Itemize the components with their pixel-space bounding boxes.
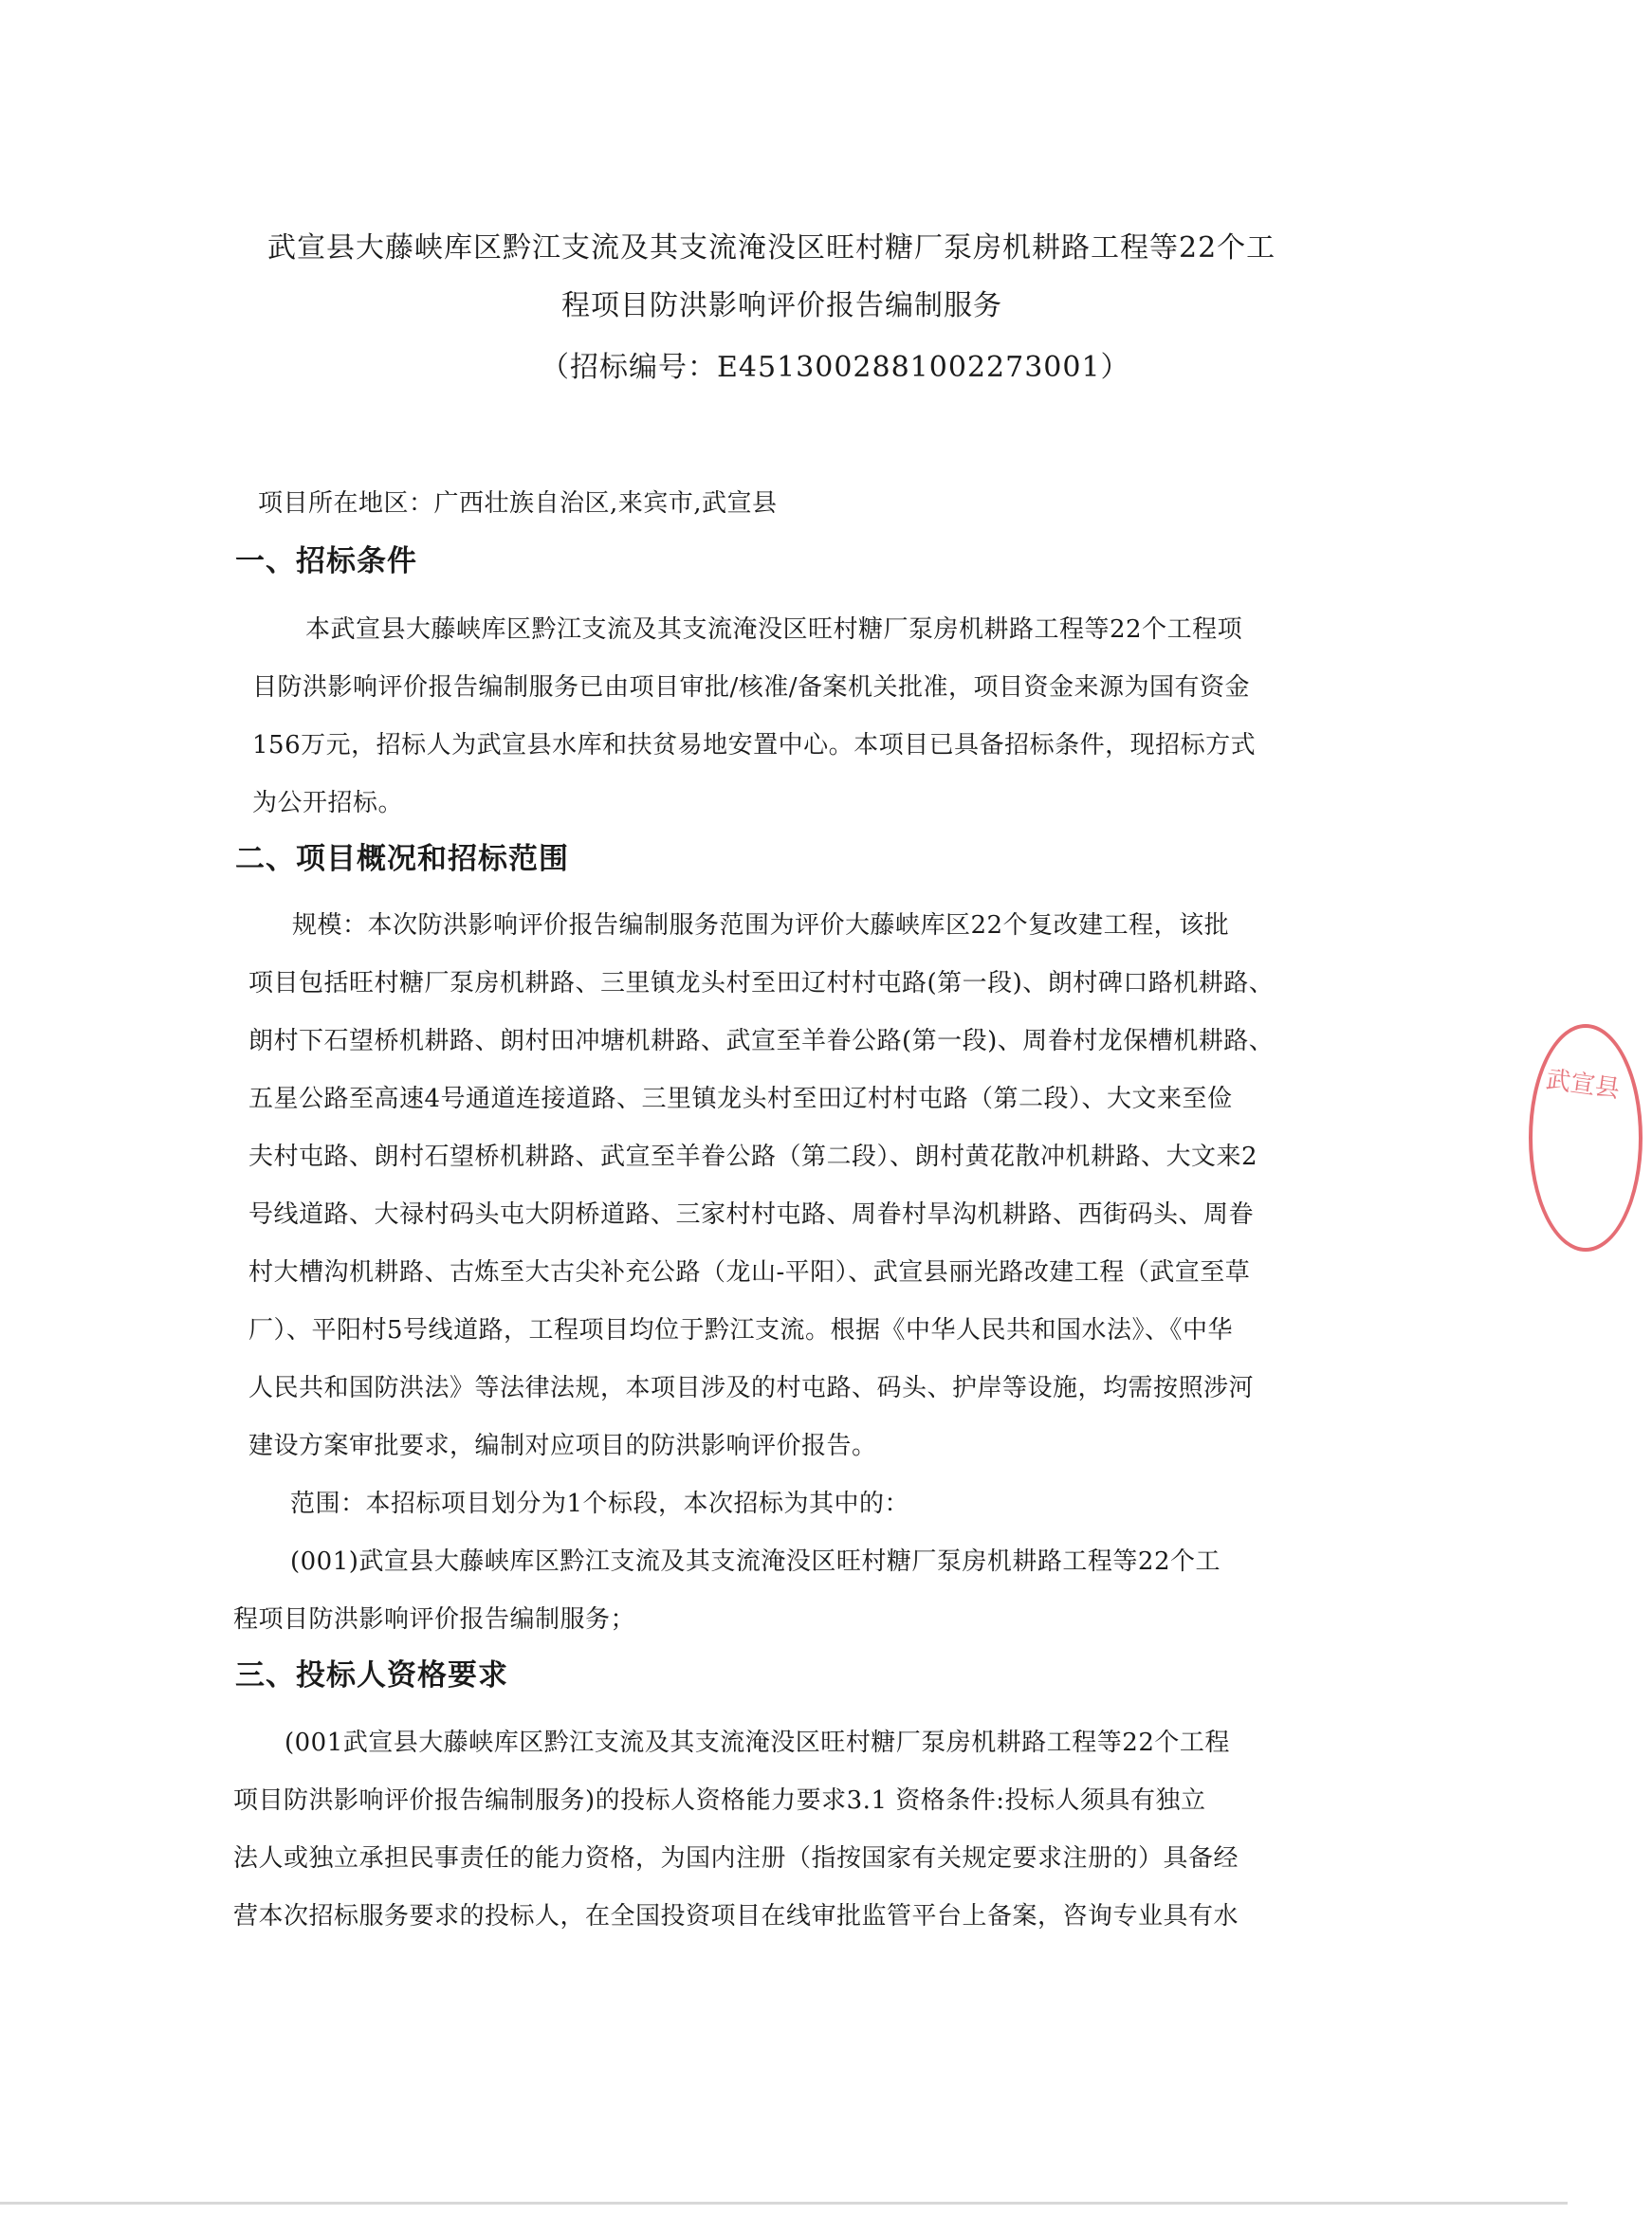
section-2-line: 建设方案审批要求，编制对应项目的防洪影响评价报告。 (248, 1432, 877, 1460)
section-1-line: 目防洪影响评价报告编制服务已由项目审批/核准/备案机关批准，项目资金来源为国有资金 (252, 673, 1251, 702)
document-title-line-2: 程项目防洪影响评价报告编制服务 (561, 289, 1002, 322)
section-3-heading: 三、投标人资格要求 (235, 1658, 508, 1693)
section-2-line: 夫村屯路、朗村石望桥机耕路、武宣至羊眷公路（第二段）、朗村黄花散冲机耕路、大文来2 (248, 1143, 1258, 1171)
section-1-line: 156万元，招标人为武宣县水库和扶贫易地安置中心。本项目已具备招标条件，现招标方式 (252, 731, 1257, 760)
section-2-heading: 二、项目概况和招标范围 (235, 842, 569, 876)
section-1-line: 为公开招标。 (252, 789, 404, 817)
section-3-line: 营本次招标服务要求的投标人，在全国投资项目在线审批监管平台上备案，咨询专业具有水 (233, 1902, 1239, 1931)
section-1-heading: 一、招标条件 (235, 544, 417, 578)
official-seal (1529, 1024, 1643, 1252)
section-1-line: 本武宣县大藤峡库区黔江支流及其支流淹没区旺村糖厂泵房机耕路工程等22个工程项 (305, 615, 1243, 644)
section-2-line: (001)武宣县大藤峡库区黔江支流及其支流淹没区旺村糖厂泵房机耕路工程等22个工 (290, 1547, 1221, 1576)
section-2-scope-line: 范围：本招标项目划分为1个标段，本次招标为其中的： (290, 1490, 910, 1518)
section-2-line: 号线道路、大禄村码头屯大阴桥道路、三家村村屯路、周眷村旱沟机耕路、西街码头、周眷 (248, 1200, 1255, 1229)
scan-edge-divider (0, 2202, 1568, 2205)
section-2-line: 人民共和国防洪法》等法律法规，本项目涉及的村屯路、码头、护岸等设施，均需按照涉河 (248, 1374, 1255, 1402)
tender-number: （招标编号：E4513002881002273001） (541, 351, 1130, 384)
section-2-line: 厂）、平阳村5号线道路，工程项目均位于黔江支流。根据《中华人民共和国水法》、《中华 (248, 1316, 1234, 1345)
section-3-line: (001武宣县大藤峡库区黔江支流及其支流淹没区旺村糖厂泵房机耕路工程等22个工程 (285, 1729, 1230, 1757)
section-2-line: 程项目防洪影响评价报告编制服务； (233, 1605, 636, 1634)
section-2-line: 项目包括旺村糖厂泵房机耕路、三里镇龙头村至田辽村村屯路(第一段)、朗村碑口路机耕路、 (248, 969, 1275, 998)
section-3-line: 法人或独立承担民事责任的能力资格，为国内注册（指按国家有关规定要求注册的）具备经 (233, 1844, 1239, 1873)
section-2-line: 规模：本次防洪影响评价报告编制服务范围为评价大藤峡库区22个复改建工程，该批 (292, 911, 1230, 940)
project-location: 项目所在地区：广西壮族自治区,来宾市,武宣县 (258, 489, 778, 518)
section-2-line: 五星公路至高速4号通道连接道路、三里镇龙头村至田辽村村屯路（第二段）、大文来至俭 (248, 1085, 1233, 1113)
seal-text: 武宣县 (1544, 1065, 1622, 1105)
section-2-line: 村大槽沟机耕路、古炼至大古尖补充公路（龙山-平阳）、武宣县丽光路改建工程（武宣至草 (248, 1258, 1251, 1287)
document-title-line-1: 武宣县大藤峡库区黔江支流及其支流淹没区旺村糖厂泵房机耕路工程等22个工 (267, 231, 1276, 265)
section-3-line: 项目防洪影响评价报告编制服务)的投标人资格能力要求3.1 资格条件:投标人须具有独立 (233, 1786, 1206, 1815)
section-2-line: 朗村下石望桥机耕路、朗村田冲塘机耕路、武宣至羊眷公路(第一段)、周眷村龙保槽机耕路、 (248, 1027, 1275, 1055)
